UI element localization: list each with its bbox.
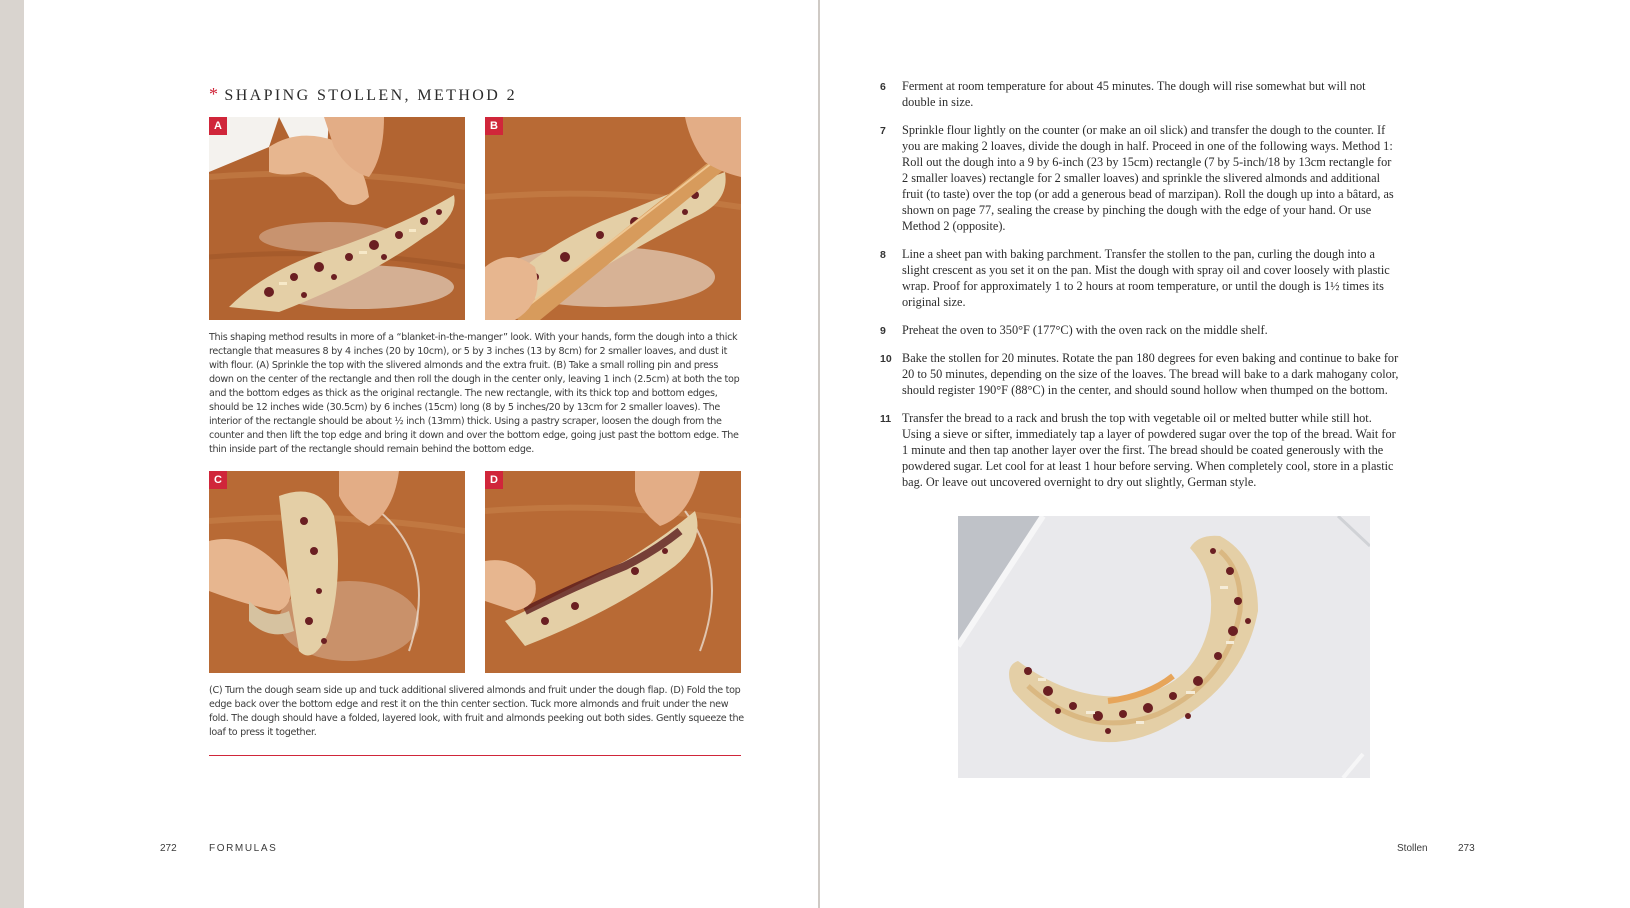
step-text: Sprinkle flour lightly on the counter (or make an oil slick) and transfer the dough to the counter. If you are making 2 loaves, divide the dough in half. Proceed in one of the following ways. Method 1: Roll out the dough into a 9 by 6-inch (23 by 15cm) rectangle (7 by 5-inch/18 by 13cm rectangle for 2 smaller loaves) rectangle for 2 smaller loaves) and sprinkle the slivered almonds and additional fruit (to taste) over the top (or add a generous bead of marzipan). Roll the dough up into a bâtard, as shown on page 77, sealing the crease by pinching the dough with the edge of your hand. Or use Method 2 (opposite). [902,123,1394,233]
photo-b-image [485,117,741,320]
red-section-rule [209,755,741,756]
left-running-head: FORMULAS [209,843,278,854]
left-page-number: 272 [160,843,177,854]
caption-photos-a-b: This shaping method results in more of a “blanket-in-the-manger” look. With your hands, form the dough into a thick rectangle that measures 8 by 4 inches (20 by 10cm), or 5 by 3 inches (13 by 8cm) for 2 smaller loaves, and dust it with flour. (A) Sprinkle the top with the slivered almonds and the extra fruit. (B) Take a small rolling pin and press down on the center of the rectangle and then roll the dough in the center only, leaving 1 inch (2.5cm) at both the top and the bottom edges as thick as the original rectangle. The new rectangle, with its thick top and bottom edges, should be 12 inches wide (30.5cm) by 6 inches (15cm) long (8 by 5 inches/20 by 13cm for 2 smaller loaves). The interior of the rectangle should be about ½ inch (13mm) thick. Using a pastry scraper, loosen the dough from the counter and then lift the top edge and bring it down and over the bottom edge, going just past the bottom edge. The thin inside part of the rectangle should remain behind the bottom edge. [209,332,740,455]
photo-c-label: C [209,471,227,489]
step-9 [880,322,1400,338]
step-text: Line a sheet pan with baking parchment. Transfer the stollen to the pan, curling the dough into a slight crescent as you set it on the pan. Mist the dough with spray oil and cover loosely with plastic wrap. Proof for approximately 1 to 2 hours at room temperature, or until the dough is 1½ times its original size. [902,247,1390,309]
photo-c-image [209,471,465,673]
right-page-number: 273 [1458,843,1475,854]
step-number: 9 [880,325,886,337]
step-number: 6 [880,81,886,93]
right-page [820,0,1630,908]
finished-stollen-photo [958,516,1370,778]
photo-a-label: A [209,117,227,135]
step-7 [880,122,1400,234]
section-title-text: SHAPING STOLLEN, METHOD 2 [224,87,517,104]
photo-d [485,471,741,673]
step-number: 7 [880,125,886,137]
photo-d-label: D [485,471,503,489]
step-number: 10 [880,353,892,365]
step-10 [880,350,1400,398]
method-steps-list [880,78,1400,502]
step-text: Ferment at room temperature for about 45 minutes. The dough will rise somewhat but will not double in size. [902,79,1366,109]
step-text: Transfer the bread to a rack and brush the top with vegetable oil or melted butter while still hot. Using a sieve or sifter, immediately tap a layer of powdered sugar over the top of the bread. Wait for 1 minute and then tap another layer over the first. The bread should be coated generously with the powdered sugar. Let cool for at least 1 hour before serving. When completely cool, store in a plastic bag. Or leave out uncovered overnight to dry out slightly, German style. [902,411,1396,489]
step-number: 11 [880,413,892,425]
photo-b-label: B [485,117,503,135]
section-title [209,84,517,105]
photo-a-image [209,117,465,320]
step-11 [880,410,1400,490]
caption-photos-c-d: (C) Turn the dough seam side up and tuck additional slivered almonds and fruit under the dough flap. (D) Fold the top edge back over the bottom edge and rest it on the thin center section. Tuck more almonds and fruit under the new fold. The dough should have a folded, layered look, with fruit and almonds peeking out both sides. Gently squeeze the loaf to press it together. [209,685,744,738]
right-running-head: Stollen [1397,843,1428,854]
scan-gutter-strip [0,0,24,908]
photo-d-image [485,471,741,673]
photo-b [485,117,741,320]
photo-a [209,117,465,320]
step-6 [880,78,1400,110]
star-bullet-icon: * [209,84,221,104]
left-page [24,0,818,908]
step-text: Bake the stollen for 20 minutes. Rotate the pan 180 degrees for even baking and continue to bake for 20 to 50 minutes, depending on the size of the loaves. The bread will bake to a dark mahogany color, should register 190°F (88°C) in the center, and should sound hollow when thumped on the bottom. [902,351,1399,397]
step-8 [880,246,1400,310]
step-number: 8 [880,249,886,261]
step-text: Preheat the oven to 350°F (177°C) with the oven rack on the middle shelf. [902,323,1268,337]
finished-stollen-image [958,516,1370,778]
photo-c [209,471,465,673]
